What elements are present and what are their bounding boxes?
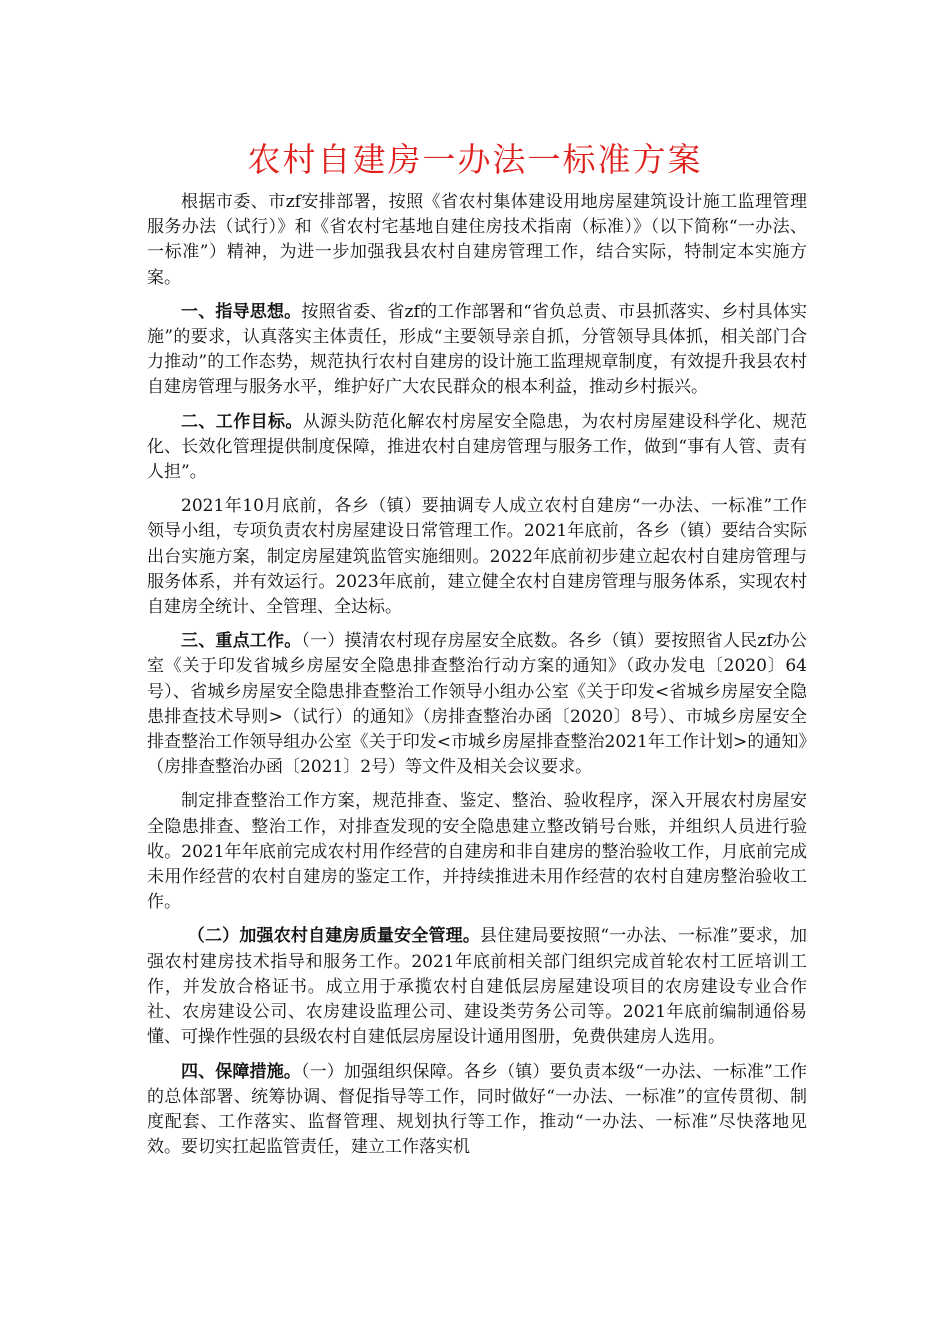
section-text: 县住建局要按照“一办法、一标准”要求，加强农村建房技术指导和服务工作。2021年底前相关部门组织完成首轮农村工匠培训工作，并发放合格证书。成立用于承揽农村自建低层房屋建设项目的农房建设专业合作社、农房建设公司、农房建设监理公司、建设类劳务公司等。2021年底前编制通俗易懂、可操作性强的县级农村自建低层房屋设计通用图册，免费供建房人选用。 <box>147 926 807 1048</box>
intro-paragraph <box>147 190 807 291</box>
document-body <box>147 190 807 1169</box>
section-heading: 二、工作目标。 <box>181 411 303 432</box>
section-guiding-ideology <box>147 300 807 401</box>
document-title: 农村自建房一办法一标准方案 <box>247 140 703 179</box>
intro-text: 根据市委、市zf安排部署，按照《省农村集体建设用地房屋建筑设计施工监理管理服务办法（试行）》和《省农村宅基地自建住房技术指南（标准）》（以下简称“一办法、一标准”）精神，为进一步加强我县农村自建房管理工作，结合实际，特制定本实施方案。 <box>147 192 807 288</box>
section-quality-safety <box>147 924 807 1050</box>
section-heading: 三、重点工作。 <box>181 631 302 652</box>
section-text: （一）加强组织保障。各乡（镇）要负责本级“一办法、一标准”工作的总体部署、统筹协调、督促指导等工作，同时做好“一办法、一标准”的宣传贯彻、制度配套、工作落实、监督管理、规划执行等工作，推动“一办法、一标准”尽快落地见效。要切实扛起监管责任，建立工作落实机 <box>147 1061 807 1158</box>
section-timeline <box>147 494 807 620</box>
section-work-goals <box>147 410 807 486</box>
section-key-work <box>147 629 807 780</box>
section-text: 从源头防范化解农村房屋安全隐患，为农村房屋建设科学化、规范化、长效化管理提供制度保障，推进农村自建房管理与服务工作，做到“事有人管、责有人担”。 <box>147 411 808 483</box>
section-text: 制定排查整治工作方案，规范排查、鉴定、整治、验收程序，深入开展农村房屋安全隐患排查、整治工作，对排查发现的安全隐患建立整改销号台账，并组织人员进行验收。2021年年底前完成农村用作经营的自建房和非自建房的整治验收工作，月底前完成未用作经营的农村自建房的鉴定工作，并持续推进未用作经营的农村自建房整治验收工作。 <box>147 791 807 913</box>
section-heading: 一、指导思想。 <box>181 301 302 322</box>
section-text: （一）摸清农村现存房屋安全底数。各乡（镇）要按照省人民zf办公室《关于印发省城乡房屋安全隐患排查整治行动方案的通知》（政办发电〔2020〕64号）、省城乡房屋安全隐患排查整治工作领导小组办公室《关于印发<省城乡房屋安全隐患排查技术导则>（试行）的通知》（房排查整治办函〔2020〕8号）、市城乡房屋安全排查整治工作领导组办公室《关于印发<市城乡房屋排查整治2021年工作计划>的通知》（房排查整治办函〔2021〕2号）等文件及相关会议要求。 <box>147 631 808 778</box>
section-heading: 四、保障措施。 <box>181 1061 301 1082</box>
section-inspection-plan <box>147 789 807 915</box>
section-text: 2021年10月底前，各乡（镇）要抽调专人成立农村自建房“一办法、一标准”工作领导小组，专项负责农村房屋建设日常管理工作。2021年底前，各乡（镇）要结合实际出台实施方案，制定房屋建筑监管实施细则。2022年底前初步建立起农村自建房管理与服务体系，并有效运行。2023年底前，建立健全农村自建房管理与服务体系，实现农村自建房全统计、全管理、全达标。 <box>147 496 807 618</box>
section-safeguards <box>147 1060 807 1161</box>
section-heading: （二）加强农村自建房质量安全管理。 <box>187 926 481 947</box>
section-text: 按照省委、省zf的工作部署和“省负总责、市县抓落实、乡村具体实施”的要求，认真落实主体责任，形成“主要领导亲自抓，分管领导具体抓，相关部门合力推动”的工作态势，规范执行农村自建房的设计施工监理规章制度，有效提升我县农村自建房管理与服务水平，维护好广大农民群众的根本利益，推动乡村振兴。 <box>147 301 807 398</box>
